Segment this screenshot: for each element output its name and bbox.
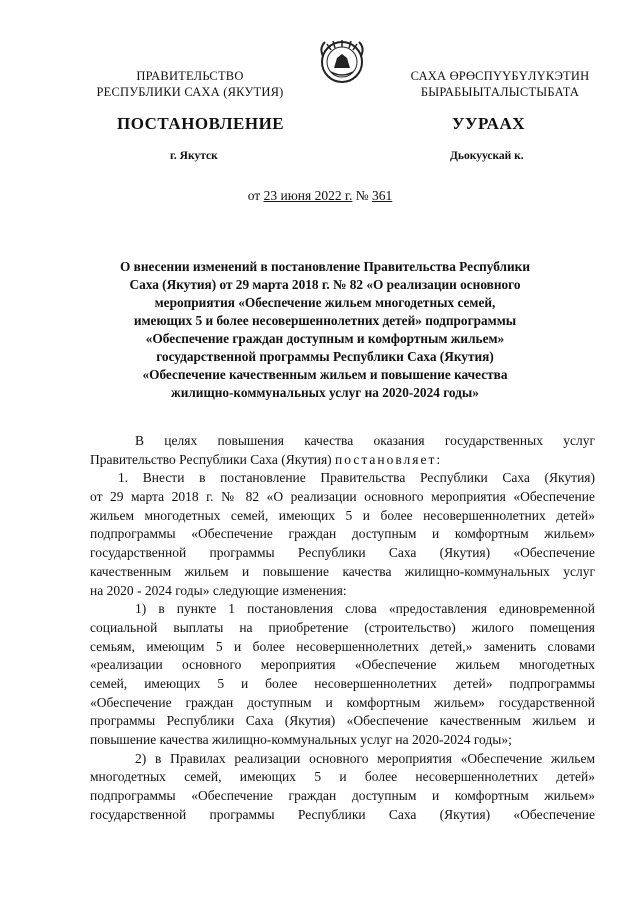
title-line: Саха (Якутия) от 29 марта 2018 г. № 82 «О реализации основного: [129, 277, 521, 292]
document-date: 23 июня 2022 г.: [263, 188, 353, 203]
doc-type-sakha: УУРААХ: [452, 114, 525, 133]
title-line: имеющих 5 и более несовершеннолетних детей» подпрограммы: [133, 313, 517, 328]
city-ru: г. Якутск: [170, 150, 218, 162]
body-line: подпрограммы «Обеспечение граждан доступным и комфортным жильем»: [90, 526, 595, 542]
doc-type-ru: ПОСТАНОВЛЕНИЕ: [117, 114, 285, 133]
body-line: 1) в пункте 1 постановления слова «предоставления единовременной: [135, 601, 595, 617]
body-line: подпрограммы «Обеспечение граждан доступным и комфортным жильем»: [90, 788, 595, 804]
body-line: 1. Внести в постановление Правительства Республики Саха (Якутия): [118, 470, 595, 486]
body-line: повышение качества жилищно-коммунальных услуг на 2020-2024 годы»;: [90, 732, 512, 747]
gov-ru-line2: РЕСПУБЛИКИ САХА (ЯКУТИЯ): [96, 85, 284, 99]
body-line: государственной программы Республики Саха (Якутия) «Обеспечение: [90, 545, 595, 561]
government-name-ru: [80, 68, 300, 100]
body-line: [90, 451, 595, 470]
intro-text: Правительство Республики Саха (Якутия): [90, 451, 336, 467]
government-name-sakha: [395, 68, 605, 100]
gov-sakha-line2: БЫРАБЫЫТАЛЫСТЫБАТА: [420, 85, 580, 99]
body-line: многодетных семей, имеющих 5 и более несовершеннолетних детей»: [90, 769, 595, 785]
title-line: мероприятия «Обеспечение жильем многодетных семей,: [154, 295, 496, 310]
resolves-word: постановляет:: [335, 451, 443, 467]
body-line: В целях повышения качества оказания государственных услуг: [135, 433, 595, 448]
body-line: семьям, имеющим 5 и более несовершеннолетних детей,» заменить словами: [90, 638, 595, 654]
city-sakha: Дьокуускай к.: [450, 150, 524, 162]
coat-of-arms-emblem: [317, 38, 367, 84]
body-line: на 2020 - 2024 годы» следующие изменения:: [90, 582, 347, 598]
title-line: «Обеспечение качественным жильем и повышение качества: [142, 367, 508, 382]
body-line: семей, имеющих 5 и более несовершеннолетних детей» подпрограммы: [90, 675, 595, 691]
body-line: «реализации основного мероприятия «Обеспечение жильем многодетных: [90, 657, 595, 673]
body-line: жильем многодетных семей, имеющих 5 и более несовершеннолетних детей»: [90, 507, 595, 523]
title-line: жилищно-коммунальных услуг на 2020-2024 годы»: [171, 385, 479, 400]
document-body: [90, 432, 595, 824]
body-line: социальной выплаты на приобретение (строительство) жилого помещения: [90, 619, 595, 635]
gov-sakha-line1: САХА ӨРӨСПҮҮБҮЛҮКЭТИН: [410, 69, 590, 83]
body-line: «Обеспечение граждан доступным и комфортным жильем» государственной: [90, 694, 595, 710]
title-line: государственной программы Республики Саха (Якутия): [156, 349, 494, 364]
title-line: О внесении изменений в постановление Правительства Республики: [120, 259, 530, 274]
document-number: 361: [372, 188, 393, 203]
date-prefix: от: [247, 188, 264, 203]
gov-ru-line1: ПРАВИТЕЛЬСТВО: [136, 69, 244, 83]
title-line: «Обеспечение граждан доступным и комфортным жильем»: [145, 331, 505, 346]
number-sign: №: [352, 188, 372, 203]
body-line: государственной программы Республики Саха (Якутия) «Обеспечение: [90, 806, 595, 822]
document-title: [90, 258, 560, 402]
body-line: 2) в Правилах реализации основного мероприятия «Обеспечение жильем: [135, 750, 595, 766]
body-line: качественным жильем и повышение качества жилищно-коммунальных услуг: [90, 563, 595, 579]
body-line: от 29 марта 2018 г. № 82 «О реализации основного мероприятия «Обеспечение: [90, 489, 595, 505]
body-line: программы Республики Саха (Якутия) «Обеспечение качественным жильем и: [90, 713, 595, 729]
document-date-number: [0, 188, 640, 204]
